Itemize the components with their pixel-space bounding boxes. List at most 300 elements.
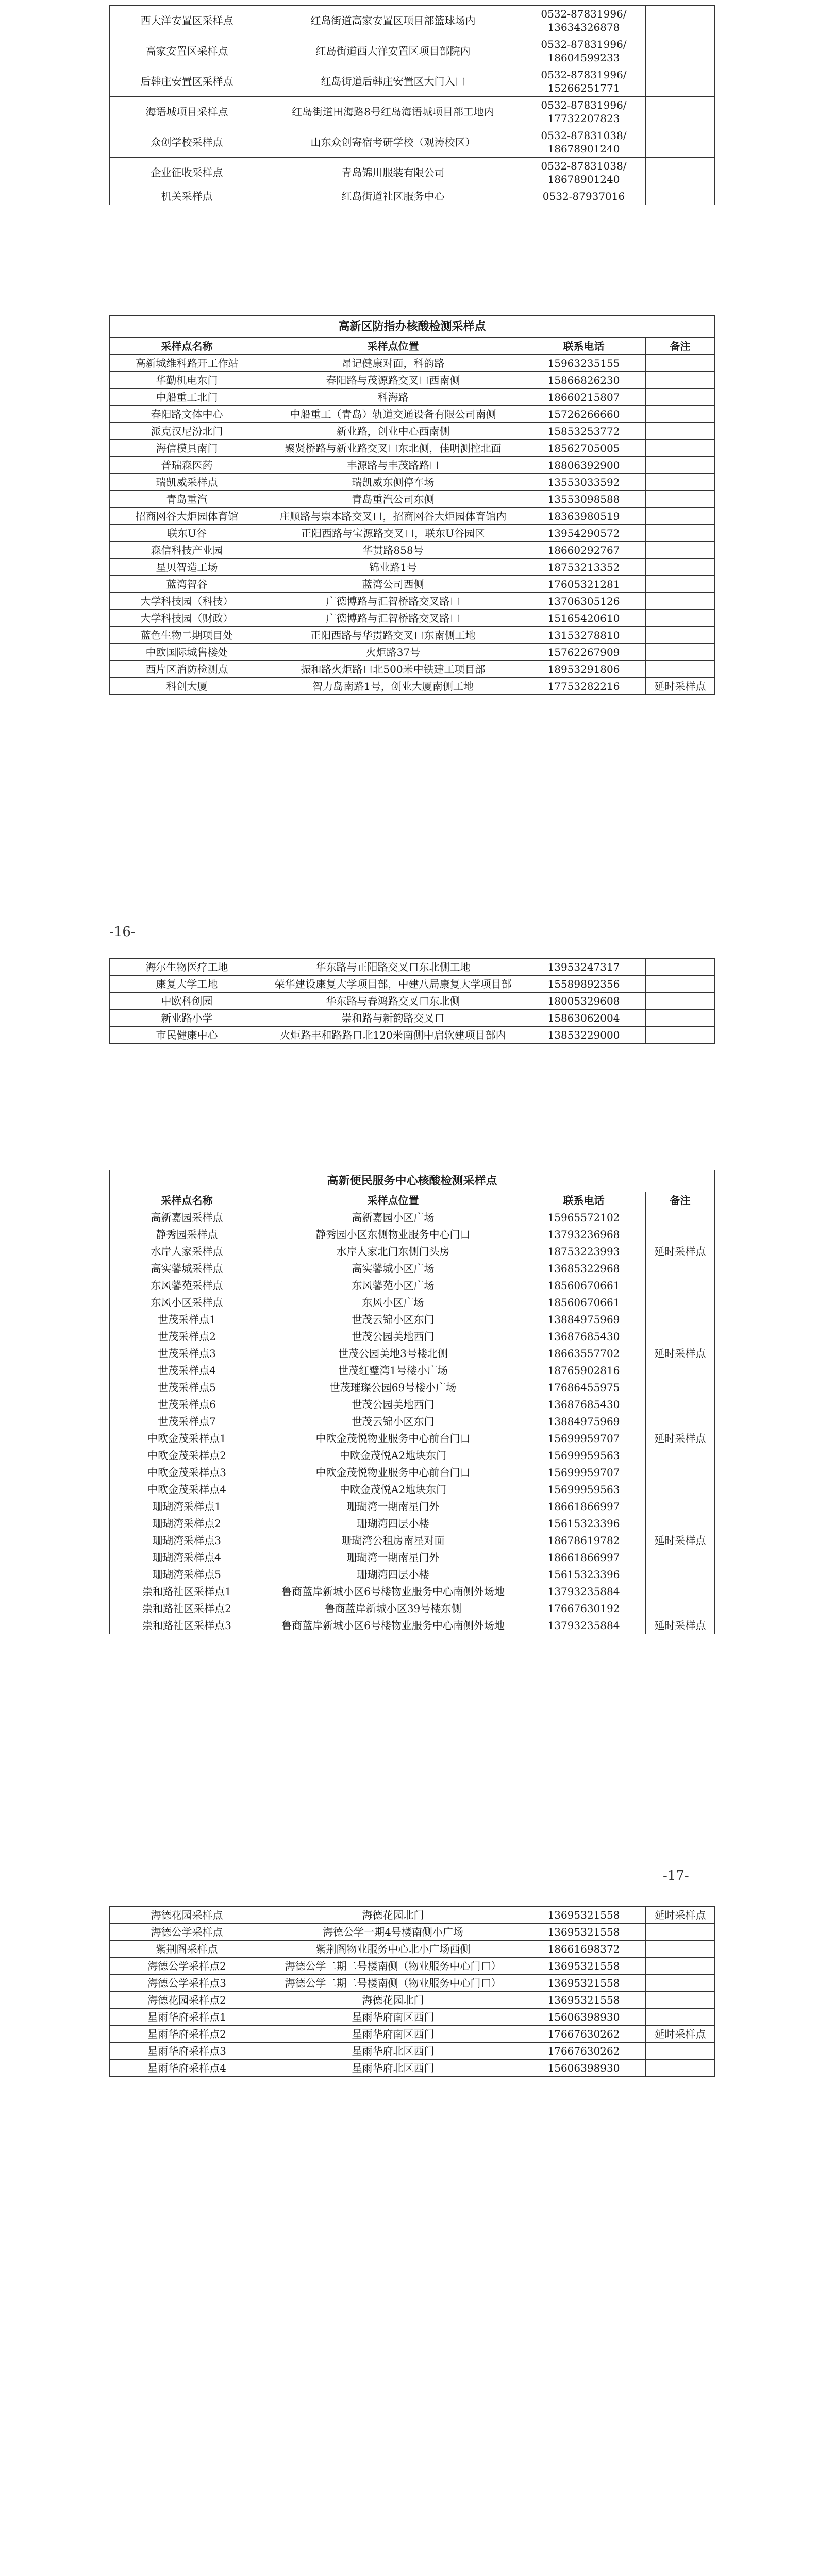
header-phone: 联系电话: [522, 1192, 646, 1209]
cell-location: 锦业路1号: [264, 559, 522, 576]
cell-name: 科创大厦: [110, 678, 264, 695]
table-row: [110, 1243, 715, 1260]
cell-name: 高实馨城采样点: [110, 1260, 264, 1277]
cell-phone: 18663557702: [522, 1345, 646, 1362]
cell-note: [646, 1260, 715, 1277]
cell-name: 联东U谷: [110, 525, 264, 542]
page-number: -16-: [109, 924, 136, 940]
cell-name: 中欧金茂采样点3: [110, 1464, 264, 1481]
cell-name: 水岸人家采样点: [110, 1243, 264, 1260]
cell-location: 红岛街道高家安置区项目部篮球场内: [264, 6, 522, 36]
cell-note: 延时采样点: [646, 1430, 715, 1447]
cell-location: 正阳西路与宝源路交叉口，联东U谷园区: [264, 525, 522, 542]
cell-phone: 0532-87831038/ 18678901240: [522, 158, 646, 188]
cell-phone: 18660215807: [522, 389, 646, 406]
cell-location: 珊瑚湾一期南星门外: [264, 1549, 522, 1566]
cell-note: [646, 1464, 715, 1481]
cell-note: [646, 1566, 715, 1583]
table-row: [110, 474, 715, 491]
cell-name: 普瑞森医药: [110, 457, 264, 474]
cell-name: 崇和路社区采样点1: [110, 1583, 264, 1600]
cell-phone: 15615323396: [522, 1515, 646, 1532]
cell-note: [646, 1549, 715, 1566]
cell-note: [646, 1027, 715, 1044]
cell-location: 世茂璀璨公园69号楼小广场: [264, 1379, 522, 1396]
cell-name: 华勤机电东门: [110, 372, 264, 389]
cell-name: 世茂采样点4: [110, 1362, 264, 1379]
sampling-points-table-convenience-center: [109, 1170, 715, 1634]
table-row: [110, 1260, 715, 1277]
cell-location: 世茂云锦小区东门: [264, 1413, 522, 1430]
cell-phone: 13685322968: [522, 1260, 646, 1277]
cell-location: 海德花园北门: [264, 1992, 522, 2009]
cell-note: [646, 1924, 715, 1941]
cell-note: [646, 542, 715, 559]
cell-note: [646, 661, 715, 678]
cell-location: 海德花园北门: [264, 1907, 522, 1924]
cell-phone: 15853253772: [522, 423, 646, 440]
cell-phone: 15699959707: [522, 1430, 646, 1447]
cell-note: [646, 1010, 715, 1027]
cell-note: [646, 1600, 715, 1617]
table-row: [110, 1532, 715, 1549]
cell-name: 星雨华府采样点1: [110, 2009, 264, 2026]
cell-name: 中欧金茂采样点1: [110, 1430, 264, 1447]
table-row: [110, 1975, 715, 1992]
cell-phone: 15606398930: [522, 2060, 646, 2077]
cell-name: 蓝湾智谷: [110, 576, 264, 593]
table-row: [110, 1583, 715, 1600]
table-row: [110, 2060, 715, 2077]
cell-name: 高家安置区采样点: [110, 36, 264, 66]
cell-location: 振和路火炬路口北500米中铁建工项目部: [264, 661, 522, 678]
cell-name: 珊瑚湾采样点1: [110, 1498, 264, 1515]
table-row: [110, 1010, 715, 1027]
table-row: [110, 1396, 715, 1413]
cell-name: 东风小区采样点: [110, 1294, 264, 1311]
cell-phone: 15965572102: [522, 1209, 646, 1226]
cell-phone: 13153278810: [522, 627, 646, 644]
sampling-points-table-haide: [109, 1906, 715, 2077]
cell-name: 大学科技园（财政）: [110, 610, 264, 627]
cell-name: 派克汉尼汾北门: [110, 423, 264, 440]
header-name: 采样点名称: [110, 1192, 264, 1209]
table-row: [110, 158, 715, 188]
cell-location: 红岛街道田海路8号红岛海语城项目部工地内: [264, 97, 522, 127]
cell-phone: 0532-87831996/ 18604599233: [522, 36, 646, 66]
table-row: [110, 1498, 715, 1515]
table-row: [110, 372, 715, 389]
cell-phone: 13884975969: [522, 1413, 646, 1430]
cell-phone: 18562705005: [522, 440, 646, 457]
table-row: [110, 1209, 715, 1226]
cell-location: 静秀园小区东侧物业服务中心门口: [264, 1226, 522, 1243]
table-row: [110, 593, 715, 610]
table-row: [110, 644, 715, 661]
cell-phone: 18661698372: [522, 1941, 646, 1958]
cell-name: 后韩庄安置区采样点: [110, 66, 264, 97]
cell-note: [646, 1396, 715, 1413]
cell-location: 水岸人家北门东侧门头房: [264, 1243, 522, 1260]
cell-name: 康复大学工地: [110, 976, 264, 993]
table-row: [110, 127, 715, 158]
cell-name: 中欧国际城售楼处: [110, 644, 264, 661]
table-row: [110, 959, 715, 976]
cell-location: 高实馨城小区广场: [264, 1260, 522, 1277]
cell-phone: 17667630262: [522, 2043, 646, 2060]
table-row: [110, 1941, 715, 1958]
cell-phone: 13793236968: [522, 1226, 646, 1243]
cell-name: 星雨华府采样点4: [110, 2060, 264, 2077]
cell-location: 华贯路858号: [264, 542, 522, 559]
cell-name: 紫荆阁采样点: [110, 1941, 264, 1958]
cell-location: 珊瑚湾公租房南星对面: [264, 1532, 522, 1549]
cell-name: 市民健康中心: [110, 1027, 264, 1044]
cell-phone: 18005329608: [522, 993, 646, 1010]
cell-note: 延时采样点: [646, 678, 715, 695]
cell-phone: 13687685430: [522, 1328, 646, 1345]
cell-phone: 13553098588: [522, 491, 646, 508]
cell-note: [646, 188, 715, 205]
cell-name: 海德公学采样点2: [110, 1958, 264, 1975]
cell-note: [646, 976, 715, 993]
cell-location: 春阳路与茂源路交叉口西南侧: [264, 372, 522, 389]
table-row: [110, 1549, 715, 1566]
cell-phone: 15165420610: [522, 610, 646, 627]
cell-name: 春阳路文体中心: [110, 406, 264, 423]
table-row: [110, 678, 715, 695]
cell-phone: 15863062004: [522, 1010, 646, 1027]
cell-phone: 0532-87831996/ 15266251771: [522, 66, 646, 97]
cell-phone: 18560670661: [522, 1277, 646, 1294]
cell-note: [646, 36, 715, 66]
cell-note: [646, 474, 715, 491]
cell-location: 新业路，创业中心西南侧: [264, 423, 522, 440]
header-location: 采样点位置: [264, 1192, 522, 1209]
sampling-points-table-continued: [109, 958, 715, 1044]
cell-location: 海德公学二期二号楼南侧（物业服务中心门口）: [264, 1958, 522, 1975]
table-row: [110, 1328, 715, 1345]
cell-phone: 0532-87831038/ 18678901240: [522, 127, 646, 158]
cell-phone: 18953291806: [522, 661, 646, 678]
cell-name: 世茂采样点3: [110, 1345, 264, 1362]
cell-name: 崇和路社区采样点3: [110, 1617, 264, 1634]
cell-phone: 13695321558: [522, 1992, 646, 2009]
cell-name: 招商网谷大炬园体育馆: [110, 508, 264, 525]
cell-phone: 13695321558: [522, 1907, 646, 1924]
table-row: [110, 6, 715, 36]
cell-location: 丰源路与丰茂路路口: [264, 457, 522, 474]
cell-location: 华东路与正阳路交叉口东北侧工地: [264, 959, 522, 976]
cell-location: 正阳西路与华贯路交叉口东南侧工地: [264, 627, 522, 644]
cell-location: 青岛重汽公司东侧: [264, 491, 522, 508]
cell-note: [646, 66, 715, 97]
cell-phone: 18753223993: [522, 1243, 646, 1260]
table-row: [110, 2043, 715, 2060]
cell-note: [646, 1379, 715, 1396]
cell-note: 延时采样点: [646, 1907, 715, 1924]
table-row: [110, 1430, 715, 1447]
cell-location: 华东路与春鸿路交叉口东北侧: [264, 993, 522, 1010]
cell-phone: 17753282216: [522, 678, 646, 695]
cell-note: 延时采样点: [646, 2026, 715, 2043]
cell-phone: 15699959563: [522, 1481, 646, 1498]
cell-phone: 13695321558: [522, 1958, 646, 1975]
cell-phone: 15866826230: [522, 372, 646, 389]
cell-note: [646, 1226, 715, 1243]
cell-phone: 13853229000: [522, 1027, 646, 1044]
cell-location: 世茂公园美地西门: [264, 1328, 522, 1345]
cell-location: 海德公学二期二号楼南侧（物业服务中心门口）: [264, 1975, 522, 1992]
table-row: [110, 1481, 715, 1498]
cell-name: 珊瑚湾采样点2: [110, 1515, 264, 1532]
cell-phone: 17667630192: [522, 1600, 646, 1617]
table-row: [110, 1515, 715, 1532]
sampling-points-table-red-island: [109, 5, 715, 205]
cell-note: [646, 1498, 715, 1515]
cell-phone: 15963235155: [522, 355, 646, 372]
table-row: [110, 993, 715, 1010]
table-row: [110, 1992, 715, 2009]
cell-name: 星雨华府采样点3: [110, 2043, 264, 2060]
table-row: [110, 1600, 715, 1617]
cell-name: 海德公学采样点: [110, 1924, 264, 1941]
cell-name: 青岛重汽: [110, 491, 264, 508]
cell-note: 延时采样点: [646, 1617, 715, 1634]
cell-phone: 13695321558: [522, 1924, 646, 1941]
cell-note: 延时采样点: [646, 1532, 715, 1549]
cell-note: [646, 1515, 715, 1532]
cell-phone: 13884975969: [522, 1311, 646, 1328]
cell-note: [646, 2060, 715, 2077]
cell-location: 山东众创寄宿考研学校（观涛校区）: [264, 127, 522, 158]
cell-note: [646, 508, 715, 525]
table-row: [110, 355, 715, 372]
table-row: [110, 1413, 715, 1430]
cell-location: 鲁商蓝岸新城小区39号楼东侧: [264, 1600, 522, 1617]
header-note: 备注: [646, 1192, 715, 1209]
header-phone: 联系电话: [522, 338, 646, 355]
cell-name: 高新嘉园采样点: [110, 1209, 264, 1226]
cell-phone: 18678619782: [522, 1532, 646, 1549]
cell-name: 海信模具南门: [110, 440, 264, 457]
cell-location: 珊瑚湾一期南星门外: [264, 1498, 522, 1515]
table-row: [110, 1277, 715, 1294]
cell-location: 瑞凯威东侧停车场: [264, 474, 522, 491]
sampling-points-table-high-tech-zone: [109, 315, 715, 695]
cell-note: [646, 559, 715, 576]
cell-phone: 15762267909: [522, 644, 646, 661]
header-location: 采样点位置: [264, 338, 522, 355]
cell-location: 星雨华府南区西门: [264, 2026, 522, 2043]
cell-note: [646, 158, 715, 188]
table-row: [110, 457, 715, 474]
table-row: [110, 406, 715, 423]
table-row: [110, 440, 715, 457]
cell-name: 蓝色生物二期项目处: [110, 627, 264, 644]
cell-note: [646, 1362, 715, 1379]
cell-note: [646, 1975, 715, 1992]
cell-phone: 15726266660: [522, 406, 646, 423]
cell-phone: 13793235884: [522, 1617, 646, 1634]
cell-phone: 17667630262: [522, 2026, 646, 2043]
cell-location: 红岛街道西大洋安置区项目部院内: [264, 36, 522, 66]
table-row: [110, 66, 715, 97]
table-row: [110, 610, 715, 627]
cell-phone: 15606398930: [522, 2009, 646, 2026]
cell-location: 鲁商蓝岸新城小区6号楼物业服务中心南侧外场地: [264, 1617, 522, 1634]
table-row: [110, 1226, 715, 1243]
cell-note: [646, 959, 715, 976]
cell-location: 世茂云锦小区东门: [264, 1311, 522, 1328]
cell-phone: 0532-87831996/ 13634326878: [522, 6, 646, 36]
cell-name: 中欧科创园: [110, 993, 264, 1010]
cell-phone: 18806392900: [522, 457, 646, 474]
cell-note: [646, 1294, 715, 1311]
table-row: [110, 508, 715, 525]
cell-note: [646, 389, 715, 406]
cell-name: 世茂采样点7: [110, 1413, 264, 1430]
table-row: [110, 1566, 715, 1583]
table-row: [110, 1294, 715, 1311]
cell-location: 世茂公园美地3号楼北侧: [264, 1345, 522, 1362]
cell-note: [646, 127, 715, 158]
cell-location: 中欧金茂悦A2地块东门: [264, 1481, 522, 1498]
cell-note: [646, 355, 715, 372]
cell-note: [646, 6, 715, 36]
cell-location: 崇和路与新韵路交叉口: [264, 1010, 522, 1027]
cell-note: [646, 423, 715, 440]
cell-note: [646, 1958, 715, 1975]
cell-note: [646, 525, 715, 542]
cell-phone: 18660292767: [522, 542, 646, 559]
cell-note: [646, 1941, 715, 1958]
cell-location: 珊瑚湾四层小楼: [264, 1515, 522, 1532]
cell-name: 珊瑚湾采样点4: [110, 1549, 264, 1566]
cell-note: [646, 2043, 715, 2060]
table-row: [110, 1379, 715, 1396]
table-row: [110, 389, 715, 406]
table-title: 高新便民服务中心核酸检测采样点: [110, 1170, 715, 1192]
table-row: [110, 542, 715, 559]
cell-location: 聚贤桥路与新业路交叉口东北侧，佳明测控北面: [264, 440, 522, 457]
cell-location: 海德公学一期4号楼南侧小广场: [264, 1924, 522, 1941]
table-row: [110, 36, 715, 66]
cell-name: 崇和路社区采样点2: [110, 1600, 264, 1617]
cell-location: 中欧金茂悦物业服务中心前台门口: [264, 1464, 522, 1481]
cell-location: 蓝湾公司西侧: [264, 576, 522, 593]
table-row: [110, 559, 715, 576]
cell-location: 科海路: [264, 389, 522, 406]
cell-phone: 15699959563: [522, 1447, 646, 1464]
cell-note: 延时采样点: [646, 1243, 715, 1260]
cell-name: 海尔生物医疗工地: [110, 959, 264, 976]
cell-name: 海德花园采样点: [110, 1907, 264, 1924]
cell-name: 海语城项目采样点: [110, 97, 264, 127]
cell-name: 新业路小学: [110, 1010, 264, 1027]
cell-location: 广德博路与汇智桥路交叉路口: [264, 610, 522, 627]
cell-name: 珊瑚湾采样点3: [110, 1532, 264, 1549]
cell-name: 海德花园采样点2: [110, 1992, 264, 2009]
cell-note: [646, 644, 715, 661]
cell-location: 青岛锦川服装有限公司: [264, 158, 522, 188]
cell-location: 庄顺路与崇本路交叉口，招商网谷大炬园体育馆内: [264, 508, 522, 525]
cell-note: [646, 1447, 715, 1464]
cell-note: [646, 1583, 715, 1600]
table-row: [110, 1958, 715, 1975]
cell-name: 瑞凯威采样点: [110, 474, 264, 491]
cell-phone: 15615323396: [522, 1566, 646, 1583]
table-row: [110, 2026, 715, 2043]
cell-name: 大学科技园（科技）: [110, 593, 264, 610]
cell-name: 星雨华府采样点2: [110, 2026, 264, 2043]
table-row: [110, 661, 715, 678]
cell-location: 星雨华府北区西门: [264, 2060, 522, 2077]
cell-phone: 18753213352: [522, 559, 646, 576]
table-row: [110, 576, 715, 593]
cell-name: 中欧金茂采样点4: [110, 1481, 264, 1498]
table-row: [110, 1907, 715, 1924]
table-row: [110, 1617, 715, 1634]
cell-name: 众创学校采样点: [110, 127, 264, 158]
table-row: [110, 1447, 715, 1464]
header-name: 采样点名称: [110, 338, 264, 355]
cell-location: 广德博路与汇智桥路交叉路口: [264, 593, 522, 610]
cell-phone: 18765902816: [522, 1362, 646, 1379]
cell-note: [646, 491, 715, 508]
cell-name: 静秀园采样点: [110, 1226, 264, 1243]
cell-phone: 13706305126: [522, 593, 646, 610]
cell-note: [646, 372, 715, 389]
cell-phone: 17605321281: [522, 576, 646, 593]
cell-name: 星贝智造工场: [110, 559, 264, 576]
cell-note: [646, 97, 715, 127]
table-row: [110, 627, 715, 644]
table-title: 高新区防指办核酸检测采样点: [110, 316, 715, 338]
cell-location: 星雨华府北区西门: [264, 2043, 522, 2060]
cell-name: 珊瑚湾采样点5: [110, 1566, 264, 1583]
table-row: [110, 1362, 715, 1379]
cell-location: 智力岛南路1号，创业大厦南侧工地: [264, 678, 522, 695]
cell-note: [646, 2009, 715, 2026]
table-row: [110, 2009, 715, 2026]
cell-note: 延时采样点: [646, 1345, 715, 1362]
cell-name: 西片区消防检测点: [110, 661, 264, 678]
cell-location: 荣华建设康复大学项目部，中建八局康复大学项目部: [264, 976, 522, 993]
cell-name: 世茂采样点6: [110, 1396, 264, 1413]
cell-name: 企业征收采样点: [110, 158, 264, 188]
table-row: [110, 1345, 715, 1362]
table-row: [110, 976, 715, 993]
cell-location: 世茂红璧湾1号楼小广场: [264, 1362, 522, 1379]
cell-name: 世茂采样点2: [110, 1328, 264, 1345]
cell-phone: 13793235884: [522, 1583, 646, 1600]
cell-note: [646, 593, 715, 610]
cell-name: 世茂采样点5: [110, 1379, 264, 1396]
cell-note: [646, 1328, 715, 1345]
cell-note: [646, 1277, 715, 1294]
header-note: 备注: [646, 338, 715, 355]
cell-note: [646, 993, 715, 1010]
cell-note: [646, 440, 715, 457]
cell-location: 中船重工（青岛）轨道交通设备有限公司南侧: [264, 406, 522, 423]
cell-location: 世茂公园美地西门: [264, 1396, 522, 1413]
page-number: -17-: [663, 1868, 689, 1884]
cell-location: 星雨华府南区西门: [264, 2009, 522, 2026]
cell-phone: 18661866997: [522, 1549, 646, 1566]
cell-phone: 13687685430: [522, 1396, 646, 1413]
cell-name: 森信科技产业园: [110, 542, 264, 559]
